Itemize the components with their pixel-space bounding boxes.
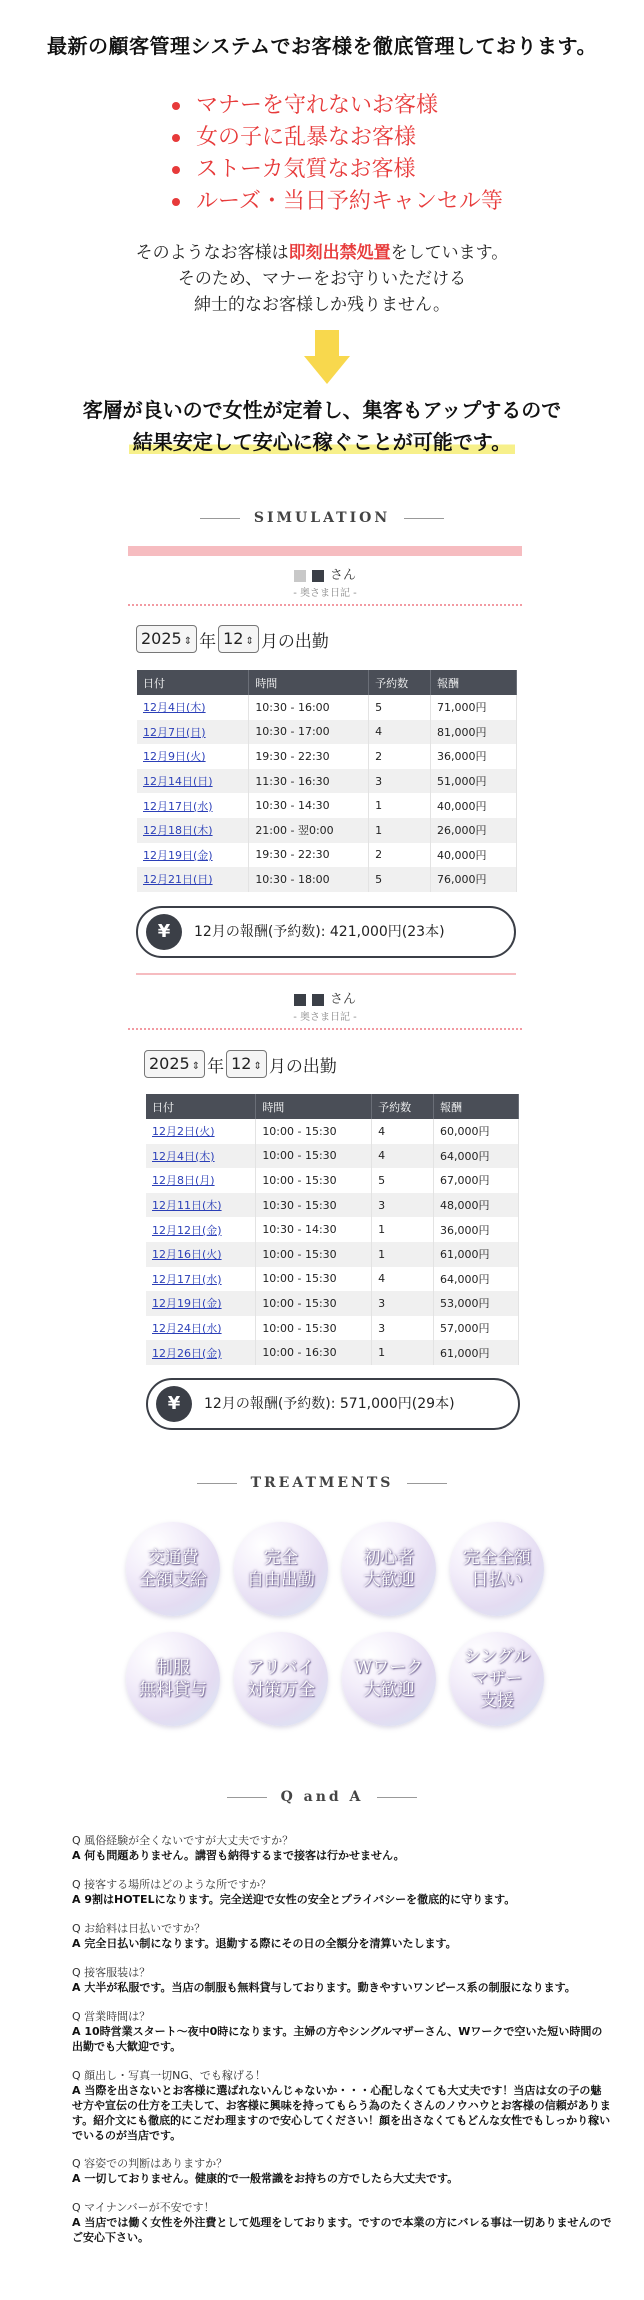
count-cell: 2 — [369, 843, 431, 868]
date-link[interactable]: 12月12日(金) — [146, 1217, 256, 1242]
divider — [136, 973, 516, 975]
diary-subtitle: - 奥さま日記 - — [293, 1012, 357, 1023]
pay-cell: 48,000円 — [434, 1193, 519, 1218]
time-cell: 19:30 - 22:30 — [249, 843, 369, 868]
avatar — [294, 570, 306, 582]
time-cell: 10:00 - 15:30 — [256, 1168, 372, 1193]
date-link[interactable]: 12月26日(金) — [146, 1340, 256, 1365]
table-row — [137, 867, 517, 892]
benefit-text — [0, 394, 644, 458]
date-link[interactable]: 12月17日(水) — [146, 1267, 256, 1292]
year-label: 年 — [207, 1056, 225, 1077]
time-cell: 10:30 - 16:00 — [249, 695, 369, 720]
qa-item — [72, 1877, 612, 1907]
pay-cell: 57,000円 — [434, 1316, 519, 1341]
date-link[interactable]: 12月16日(火) — [146, 1242, 256, 1267]
qa-item — [72, 1965, 612, 1995]
hero-title: 最新の顧客管理システムでお客様を徹底管理しております。 — [47, 34, 597, 58]
pay-cell: 61,000円 — [434, 1340, 519, 1365]
date-link[interactable]: 12月19日(金) — [146, 1291, 256, 1316]
qa-heading-label: Q and A — [280, 1789, 364, 1805]
month-label: 月の出勤 — [260, 631, 329, 652]
col-time: 時間 — [249, 670, 369, 695]
diary-name — [128, 990, 522, 1010]
chevron-updown-icon: ⇕ — [191, 1061, 201, 1072]
qa-answer: A 完全日払い制になります。退勤する際にその日の全額分を清算いたします。 — [72, 1937, 457, 1950]
date-link[interactable]: 12月7日(日) — [137, 720, 249, 745]
table-row — [146, 1144, 519, 1169]
reward-text: 12月の報酬(予約数): 421,000円(23本) — [194, 924, 445, 940]
count-cell: 5 — [372, 1168, 434, 1193]
date-link[interactable]: 12月18日(木) — [137, 818, 249, 843]
bad-customer-list — [170, 90, 503, 218]
time-cell: 10:30 - 18:00 — [249, 867, 369, 892]
count-cell: 1 — [372, 1217, 434, 1242]
qa-question: Q 接客する場所はどのような所ですか？ — [72, 1878, 272, 1891]
count-cell: 3 — [372, 1193, 434, 1218]
qa-question: Q 容姿での判断はありますか？ — [72, 2157, 228, 2170]
down-arrow-icon — [304, 330, 350, 386]
qa-answer: A 大半が私服です。当店の制服も無料貸与しております。動きやすいワンピース系の制服になります。 — [72, 1981, 576, 1994]
date-link[interactable]: 12月17日(水) — [137, 793, 249, 818]
diary-subtitle: - 奥さま日記 - — [293, 588, 357, 599]
reward-summary-2 — [146, 1378, 520, 1430]
count-cell: 2 — [369, 744, 431, 769]
count-cell: 4 — [372, 1119, 434, 1144]
explain-line1-post: をしています。 — [390, 243, 509, 263]
qa-answer: A 当際を出さないとお客様に選ばれないんじゃないか・・・心配しなくても大丈夫です！当店は女の子の魅せ方や宣伝の仕方を工夫して、お客様に興味を持ってもらう為のたくさんのノウハウとお客様の信頼があります。紹介文にも徹底的にこだわ理ますので安心してください！顔を出さなくてもどんな女性でもしっかり稼いでいるのが当店です。 — [72, 2084, 611, 2142]
date-link[interactable]: 12月9日(火) — [137, 744, 249, 769]
qa-answer: A 10時営業スタート〜夜中0時になります。主婦の方やシングルマザーさん、Wワークで空いた短い時間の出勤でも大歓迎です。 — [72, 2025, 603, 2053]
time-cell: 10:00 - 16:30 — [256, 1340, 372, 1365]
time-cell: 10:30 - 14:30 — [249, 793, 369, 818]
badge-daily-pay: 完全全額 日払い — [450, 1522, 544, 1616]
count-cell: 5 — [369, 695, 431, 720]
chevron-updown-icon: ⇕ — [253, 1061, 262, 1072]
table-row — [146, 1340, 519, 1365]
count-cell: 4 — [369, 720, 431, 745]
qa-item — [72, 2068, 612, 2143]
pay-cell: 60,000円 — [434, 1119, 519, 1144]
reward-text: 12月の報酬(予約数): 571,000円(29本) — [204, 1396, 455, 1412]
badge-single-mother: シングル マザー 支援 — [450, 1632, 544, 1726]
table-row — [137, 720, 517, 745]
date-link[interactable]: 12月21日(日) — [137, 867, 249, 892]
list-item: マナーを守れないお客様 — [170, 90, 503, 122]
count-cell: 4 — [372, 1267, 434, 1292]
table-row — [146, 1193, 519, 1218]
qa-answer: A 一切しておりません。健康的で一般常識をお持ちの方でしたら大丈夫です。 — [72, 2172, 459, 2185]
col-time: 時間 — [256, 1094, 372, 1119]
count-cell: 3 — [372, 1316, 434, 1341]
benefit-line2: 結果安定して安心に稼ぐことが可能です。 — [129, 430, 515, 454]
table-row — [137, 818, 517, 843]
date-link[interactable]: 12月11日(木) — [146, 1193, 256, 1218]
qa-answer: A 何も問題ありません。講習も納得するまで接客は行かせません。 — [72, 1849, 405, 1862]
table-header — [146, 1094, 519, 1119]
table-row — [146, 1316, 519, 1341]
table-row — [146, 1168, 519, 1193]
list-item: ルーズ・当日予約キャンセル等 — [170, 186, 503, 218]
avatar — [294, 994, 306, 1006]
col-pay: 報酬 — [434, 1094, 519, 1119]
col-date: 日付 — [137, 670, 249, 695]
table-row — [137, 744, 517, 769]
qa-item — [72, 2156, 612, 2186]
count-cell: 4 — [372, 1144, 434, 1169]
qa-question: Q マイナンバーが不安です！ — [72, 2201, 215, 2214]
date-link[interactable]: 12月4日(木) — [146, 1144, 256, 1169]
month-label: 月の出勤 — [268, 1056, 337, 1077]
time-cell: 10:30 - 15:30 — [256, 1193, 372, 1218]
time-cell: 19:30 - 22:30 — [249, 744, 369, 769]
diary-header-1 — [128, 566, 522, 606]
explain-line1-pre: そのようなお客様は — [135, 243, 289, 263]
pay-cell: 53,000円 — [434, 1291, 519, 1316]
diary-header-2 — [128, 990, 522, 1030]
qa-question: Q お給料は日払いですか？ — [72, 1922, 206, 1935]
time-cell: 21:00 - 翌0:00 — [249, 818, 369, 843]
pay-cell: 64,000円 — [434, 1144, 519, 1169]
chevron-updown-icon: ⇕ — [245, 636, 254, 647]
time-cell: 11:30 - 16:30 — [249, 769, 369, 794]
list-item: 女の子に乱暴なお客様 — [170, 122, 503, 154]
col-count: 予約数 — [372, 1094, 434, 1119]
qa-question: Q 営業時間は？ — [72, 2010, 151, 2023]
badge-alibi: アリバイ 対策万全 — [234, 1632, 328, 1726]
date-link[interactable]: 12月4日(木) — [137, 695, 249, 720]
col-date: 日付 — [146, 1094, 256, 1119]
pay-cell: 67,000円 — [434, 1168, 519, 1193]
date-link[interactable]: 12月2日(火) — [146, 1119, 256, 1144]
col-pay: 報酬 — [431, 670, 517, 695]
qa-question: Q 風俗経験が全くないですが大丈夫ですか？ — [72, 1834, 294, 1847]
qa-answer: A 9割はHOTELになります。完全送迎で女性の安全とプライバシーを徹底的に守ります。 — [72, 1893, 516, 1906]
shift-table-1 — [137, 670, 517, 892]
month-select[interactable]: 12 ⇕ — [218, 625, 259, 653]
time-cell: 10:00 - 15:30 — [256, 1267, 372, 1292]
table-row — [146, 1119, 519, 1144]
count-cell: 1 — [372, 1242, 434, 1267]
count-cell: 1 — [369, 818, 431, 843]
count-cell: 5 — [369, 867, 431, 892]
qa-item — [72, 1833, 612, 1863]
date-link[interactable]: 12月14日(日) — [137, 769, 249, 794]
yen-icon: ¥ — [156, 1386, 192, 1422]
qa-item — [72, 1921, 612, 1951]
simulation-bar — [128, 546, 522, 556]
month-picker-1 — [136, 625, 331, 655]
chevron-updown-icon: ⇕ — [183, 636, 193, 647]
pay-cell: 40,000円 — [431, 793, 517, 818]
time-cell: 10:00 - 15:30 — [256, 1316, 372, 1341]
pay-cell: 51,000円 — [431, 769, 517, 794]
badge-beginner: 初心者 大歓迎 — [342, 1522, 436, 1616]
badge-transport: 交通費 全額支給 — [126, 1522, 220, 1616]
pay-cell: 36,000円 — [434, 1217, 519, 1242]
year-select[interactable]: 2025 ⇕ — [136, 625, 197, 653]
count-cell: 3 — [369, 769, 431, 794]
list-item: ストーカ気質なお客様 — [170, 154, 503, 186]
pay-cell: 76,000円 — [431, 867, 517, 892]
yen-icon: ¥ — [146, 914, 182, 950]
ban-emphasis: 即刻出禁処置 — [288, 243, 391, 263]
qa-answer: A 当店では働く女性を外注費として処理をしております。ですので本業の方にバレる事は一切ありませんのでご安心下さい。 — [72, 2216, 612, 2244]
date-link[interactable]: 12月8日(月) — [146, 1168, 256, 1193]
table-row — [137, 793, 517, 818]
time-cell: 10:30 - 14:30 — [256, 1217, 372, 1242]
month-picker-2 — [144, 1050, 339, 1080]
badge-uniform: 制服 無料貸与 — [126, 1632, 220, 1726]
time-cell: 10:00 - 15:30 — [256, 1119, 372, 1144]
table-row — [146, 1217, 519, 1242]
qa-item — [72, 2200, 612, 2245]
table-row — [137, 695, 517, 720]
pay-cell: 36,000円 — [431, 744, 517, 769]
treatments-heading-label: TREATMENTS — [250, 1475, 394, 1491]
time-cell: 10:30 - 17:00 — [249, 720, 369, 745]
time-cell: 10:00 - 15:30 — [256, 1242, 372, 1267]
year-label: 年 — [199, 631, 217, 652]
benefit-line1: 客層が良いので女性が定着し、集客もアップするので — [82, 398, 562, 422]
simulation-heading — [0, 510, 644, 526]
table-header — [137, 670, 517, 695]
count-cell: 1 — [372, 1340, 434, 1365]
qa-question: Q 接客服装は？ — [72, 1966, 151, 1979]
pay-cell: 61,000円 — [434, 1242, 519, 1267]
pay-cell: 64,000円 — [434, 1267, 519, 1292]
pay-cell: 71,000円 — [431, 695, 517, 720]
qa-heading — [0, 1789, 644, 1805]
simulation-heading-label: SIMULATION — [253, 510, 391, 526]
qa-item — [72, 2009, 612, 2054]
diary-name-suffix: さん — [329, 992, 356, 1007]
avatar — [312, 994, 324, 1006]
table-row — [146, 1242, 519, 1267]
table-row — [146, 1291, 519, 1316]
pay-cell: 40,000円 — [431, 843, 517, 868]
table-row — [137, 843, 517, 868]
reward-summary-1 — [136, 906, 516, 958]
date-link[interactable]: 12月19日(金) — [137, 843, 249, 868]
month-select[interactable]: 12 ⇕ — [226, 1050, 267, 1078]
count-cell: 1 — [369, 793, 431, 818]
pay-cell: 26,000円 — [431, 818, 517, 843]
table-row — [146, 1267, 519, 1292]
shift-table-2 — [146, 1094, 519, 1365]
explain-line3: 紳士的なお客様しか残りません。 — [193, 295, 451, 315]
qa-question: Q 顔出し・写真一切NG、でも稼げる！ — [72, 2069, 266, 2082]
treatments-heading — [0, 1475, 644, 1491]
col-count: 予約数 — [369, 670, 431, 695]
explain-line2: そのため、マナーをお守りいただける — [177, 269, 467, 289]
diary-name-suffix: さん — [329, 568, 356, 583]
badge-free-shift: 完全 自由出勤 — [234, 1522, 328, 1616]
pay-cell: 81,000円 — [431, 720, 517, 745]
date-link[interactable]: 12月24日(水) — [146, 1316, 256, 1341]
diary-name — [128, 566, 522, 586]
count-cell: 3 — [372, 1291, 434, 1316]
time-cell: 10:00 - 15:30 — [256, 1291, 372, 1316]
table-row — [137, 769, 517, 794]
badge-double-work: Wワーク 大歓迎 — [342, 1632, 436, 1726]
year-select[interactable]: 2025 ⇕ — [144, 1050, 205, 1078]
time-cell: 10:00 - 15:30 — [256, 1144, 372, 1169]
explain-text — [0, 240, 644, 318]
avatar — [312, 570, 324, 582]
